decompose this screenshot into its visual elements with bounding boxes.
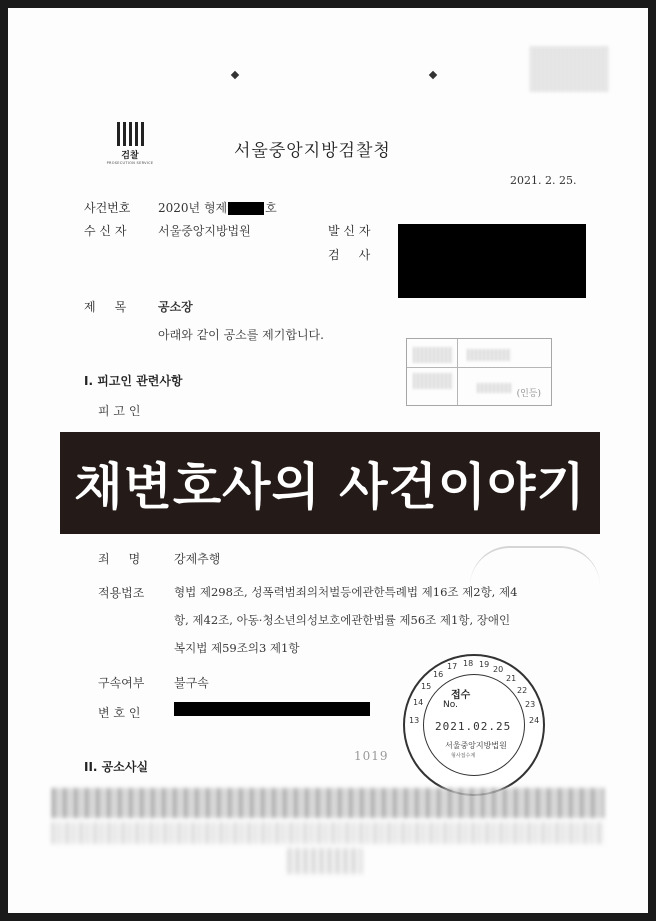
- law-label: 적용법조: [98, 586, 145, 600]
- document-date: 2021. 2. 25.: [510, 174, 577, 187]
- case-number-label: 사건번호: [84, 201, 131, 215]
- charge-value: 강제추행: [174, 552, 221, 566]
- ring-number: 13: [409, 716, 420, 725]
- receipt-org: 서울중앙지방법원: [445, 741, 507, 750]
- receipt-sub: 형사접수계: [451, 753, 476, 759]
- ring-number: 21: [506, 674, 517, 683]
- case-number-prefix: 2020년 형제: [158, 201, 228, 215]
- watermark-banner: [60, 432, 600, 534]
- law-line-2: 항, 제42조, 아동·청소년의성보호에관한법률 제56조 제1항, 장애인: [174, 613, 511, 627]
- ring-number: 22: [517, 686, 528, 695]
- subject-value: 공소장: [158, 300, 193, 314]
- ring-number: 17: [447, 662, 458, 671]
- lawyer-label: 변 호 인: [98, 706, 141, 720]
- receipt-heading: 접수: [451, 690, 471, 701]
- sender-label: 발 신 자: [328, 224, 371, 238]
- recipient-value: 서울중앙지방법원: [158, 224, 251, 238]
- blurred-text-line-2: [52, 822, 604, 844]
- logo-text: 검찰: [121, 151, 139, 161]
- subject-label: 제 목: [84, 300, 127, 314]
- receipt-number-label: No.: [443, 700, 458, 710]
- logo-emblem-icon: [100, 122, 160, 146]
- detention-value: 불구속: [174, 676, 209, 690]
- law-line-1: 형법 제298조, 성폭력범죄의처벌등에관한특례법 제16조 제2항, 제4: [174, 585, 518, 599]
- law-line-3: 복지법 제59조의3 제1항: [174, 641, 300, 655]
- prosecutor-label: 검 사: [328, 248, 371, 262]
- section1-heading: I. 피고인 관련사항: [84, 374, 183, 388]
- prosecutor-redaction: [398, 224, 586, 298]
- detention-label: 구속여부: [98, 676, 145, 690]
- hole-punch-mark-right: [429, 71, 437, 79]
- hole-punch-mark-left: [231, 71, 239, 79]
- prosecution-logo: [100, 122, 160, 165]
- subject-body-text: 아래와 같이 공소를 제기합니다.: [158, 328, 324, 342]
- blurred-text-line-3: [288, 848, 362, 874]
- ring-number: 24: [529, 716, 540, 725]
- section2-heading: II. 공소사실: [84, 760, 149, 774]
- case-number-value: [158, 199, 277, 216]
- lawyer-redaction: [174, 702, 370, 716]
- blurred-approval-stamp: [406, 338, 552, 406]
- case-number-redaction: [228, 202, 264, 215]
- ring-number: 16: [433, 670, 444, 679]
- charge-label: 죄 명: [98, 552, 141, 566]
- receipt-date: 2021.02.25: [435, 720, 512, 733]
- ring-number: 23: [525, 700, 536, 709]
- banner-text: 채변호사의 사건이야기: [74, 458, 586, 516]
- page-mark: 1019: [354, 749, 389, 763]
- case-number-suffix: 호: [265, 201, 277, 215]
- ring-number: 20: [493, 665, 504, 674]
- document-page: [8, 8, 648, 913]
- logo-subtext: PROSECUTION SERVICE: [106, 161, 154, 165]
- ring-number: 15: [421, 682, 432, 691]
- faint-seal-arc: [470, 546, 600, 586]
- receipt-stamp: [403, 654, 545, 796]
- office-title: 서울중앙지방검찰청: [234, 141, 391, 161]
- blurred-corner-stamp: [530, 46, 608, 92]
- ring-number: 14: [413, 698, 424, 707]
- blurred-text-line-1: [52, 788, 604, 818]
- ring-number: 18: [463, 659, 474, 668]
- defendant-label: 피 고 인: [98, 404, 141, 418]
- recipient-label: 수 신 자: [84, 224, 127, 238]
- ring-number: 19: [479, 660, 490, 669]
- stamp-tag: (인등): [516, 389, 541, 399]
